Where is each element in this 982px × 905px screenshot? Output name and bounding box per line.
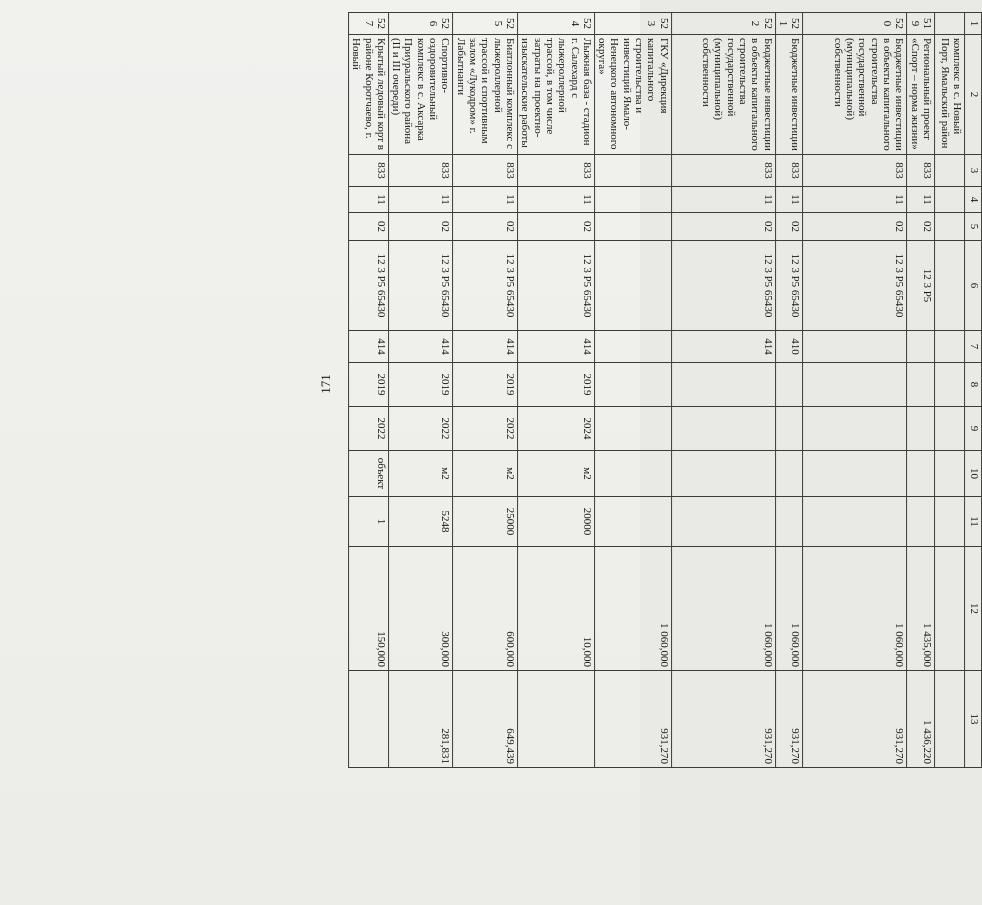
- ministry-code-cell: 833: [388, 155, 453, 187]
- item-name-cell: Бюджетные инвестиции: [775, 35, 803, 155]
- target-article-cell: 12 3 Р5: [907, 241, 935, 331]
- amount-2021-cell: 1 060,000: [594, 547, 671, 671]
- table-row: [935, 13, 965, 768]
- subsection-code-cell: 02: [388, 213, 453, 241]
- ministry-code-cell: 833: [518, 155, 595, 187]
- unit-cell: [671, 451, 775, 497]
- row-number-cell: 526: [388, 13, 453, 35]
- unit-cell: [907, 451, 935, 497]
- amount-2021-cell: 10,000: [518, 547, 595, 671]
- header-cell: 2: [965, 35, 982, 155]
- target-article-cell: 12 3 Р5 65430: [518, 241, 595, 331]
- start-year-cell: 2019: [453, 363, 518, 407]
- table-row: [453, 13, 518, 768]
- expense-type-cell: 414: [388, 331, 453, 363]
- ministry-code-cell: 833: [803, 155, 907, 187]
- subsection-code-cell: 02: [803, 213, 907, 241]
- header-cell: 4: [965, 187, 982, 213]
- start-year-cell: [671, 363, 775, 407]
- row-number-cell: 521: [775, 13, 803, 35]
- start-year-cell: [803, 363, 907, 407]
- end-year-cell: [775, 407, 803, 451]
- amount-2021-cell: 150,000: [349, 547, 389, 671]
- amount-2022-cell: 281,831: [388, 671, 453, 768]
- unit-cell: м2: [518, 451, 595, 497]
- end-year-cell: 2022: [388, 407, 453, 451]
- subsection-code-cell: [935, 213, 965, 241]
- ministry-code-cell: 833: [907, 155, 935, 187]
- capacity-cell: 5248: [388, 497, 453, 547]
- table-row: [594, 13, 671, 768]
- capacity-cell: 25000: [453, 497, 518, 547]
- section-code-cell: 11: [349, 187, 389, 213]
- ministry-code-cell: 833: [349, 155, 389, 187]
- section-code-cell: 11: [671, 187, 775, 213]
- amount-2021-cell: 300,000: [388, 547, 453, 671]
- row-number-cell: 523: [594, 13, 671, 35]
- amount-2022-cell: [349, 671, 389, 768]
- amount-2022-cell: [518, 671, 595, 768]
- unit-cell: [803, 451, 907, 497]
- amount-2022-cell: 649,439: [453, 671, 518, 768]
- expense-type-cell: [935, 331, 965, 363]
- expense-type-cell: [594, 331, 671, 363]
- header-cell: 1: [965, 13, 982, 35]
- row-number-cell: 519: [907, 13, 935, 35]
- table-row: [803, 13, 907, 768]
- row-number-cell: 522: [671, 13, 775, 35]
- target-article-cell: 12 3 Р5 65430: [453, 241, 518, 331]
- expense-type-cell: 414: [671, 331, 775, 363]
- expense-type-cell: 414: [518, 331, 595, 363]
- subsection-code-cell: 02: [453, 213, 518, 241]
- capacity-cell: [907, 497, 935, 547]
- capacity-cell: [671, 497, 775, 547]
- row-number-cell: 527: [349, 13, 389, 35]
- item-name-cell: Крытый ледовый корт в районе Коротчаево, г. Новый: [349, 35, 389, 155]
- unit-cell: [594, 451, 671, 497]
- table-header-row: [965, 13, 982, 768]
- header-cell: 10: [965, 451, 982, 497]
- subsection-code-cell: 02: [775, 213, 803, 241]
- target-article-cell: 12 3 Р5 65430: [803, 241, 907, 331]
- target-article-cell: 12 3 Р5 65430: [388, 241, 453, 331]
- capacity-cell: 1: [349, 497, 389, 547]
- capacity-cell: [803, 497, 907, 547]
- row-number-cell: [935, 13, 965, 35]
- amount-2022-cell: [935, 671, 965, 768]
- header-cell: 9: [965, 407, 982, 451]
- item-name-cell: комплекс в с. Новый Порт, Ямальский район: [935, 35, 965, 155]
- item-name-cell: Региональный проект «Спорт – норма жизни»: [907, 35, 935, 155]
- unit-cell: м2: [453, 451, 518, 497]
- header-cell: 5: [965, 213, 982, 241]
- start-year-cell: [594, 363, 671, 407]
- start-year-cell: [935, 363, 965, 407]
- section-code-cell: 11: [907, 187, 935, 213]
- amount-2021-cell: 600,000: [453, 547, 518, 671]
- expense-type-cell: 414: [453, 331, 518, 363]
- expense-type-cell: 410: [775, 331, 803, 363]
- item-name-cell: Бюджетные инвестиции в объекты капитального строительства государственной (муниципальной) собственности: [671, 35, 775, 155]
- row-number-cell: 525: [453, 13, 518, 35]
- amount-2022-cell: 931,270: [594, 671, 671, 768]
- section-code-cell: 11: [453, 187, 518, 213]
- amount-2021-cell: 1 435,000: [907, 547, 935, 671]
- item-name-cell: ГКУ «Дирекция капитального строительства и инвестиций Ямало-Ненецкого автономного округа»: [594, 35, 671, 155]
- target-article-cell: [935, 241, 965, 331]
- header-cell: 12: [965, 547, 982, 671]
- subsection-code-cell: 02: [518, 213, 595, 241]
- header-cell: 13: [965, 671, 982, 768]
- expense-type-cell: [803, 331, 907, 363]
- section-code-cell: 11: [388, 187, 453, 213]
- amount-2022-cell: 931,270: [671, 671, 775, 768]
- end-year-cell: [907, 407, 935, 451]
- expense-type-cell: [907, 331, 935, 363]
- budget-table: [348, 12, 982, 768]
- unit-cell: объект: [349, 451, 389, 497]
- end-year-cell: [671, 407, 775, 451]
- subsection-code-cell: [594, 213, 671, 241]
- ministry-code-cell: [935, 155, 965, 187]
- end-year-cell: 2022: [349, 407, 389, 451]
- start-year-cell: [907, 363, 935, 407]
- target-article-cell: 12 3 Р5 65430: [671, 241, 775, 331]
- end-year-cell: 2022: [453, 407, 518, 451]
- subsection-code-cell: 02: [349, 213, 389, 241]
- end-year-cell: [935, 407, 965, 451]
- capacity-cell: [935, 497, 965, 547]
- unit-cell: [775, 451, 803, 497]
- row-number-cell: 520: [803, 13, 907, 35]
- amount-2021-cell: 1 060,000: [671, 547, 775, 671]
- page-number: 171: [318, 374, 333, 394]
- target-article-cell: 12 3 Р5 65430: [775, 241, 803, 331]
- unit-cell: [935, 451, 965, 497]
- capacity-cell: [594, 497, 671, 547]
- row-number-cell: 524: [518, 13, 595, 35]
- table-row: [775, 13, 803, 768]
- header-cell: 6: [965, 241, 982, 331]
- header-cell: 7: [965, 331, 982, 363]
- header-cell: 3: [965, 155, 982, 187]
- capacity-cell: 20000: [518, 497, 595, 547]
- table-row: [518, 13, 595, 768]
- capacity-cell: [775, 497, 803, 547]
- expense-type-cell: 414: [349, 331, 389, 363]
- amount-2021-cell: 1 060,000: [803, 547, 907, 671]
- header-cell: 8: [965, 363, 982, 407]
- section-code-cell: 11: [775, 187, 803, 213]
- header-cell: 11: [965, 497, 982, 547]
- end-year-cell: 2024: [518, 407, 595, 451]
- section-code-cell: 11: [518, 187, 595, 213]
- table-row: [388, 13, 453, 768]
- ministry-code-cell: 833: [775, 155, 803, 187]
- item-name-cell: Бюджетные инвестиции в объекты капитального строительства государственной (муниципальной) собственности: [803, 35, 907, 155]
- ministry-code-cell: 833: [671, 155, 775, 187]
- amount-2022-cell: 931,270: [775, 671, 803, 768]
- ministry-code-cell: 833: [453, 155, 518, 187]
- table-row: [671, 13, 775, 768]
- target-article-cell: 12 3 Р5 65430: [349, 241, 389, 331]
- item-name-cell: Спортивно-оздоровительный комплекс в с. Аксарка Приуральского района (II и III очереди): [388, 35, 453, 155]
- end-year-cell: [803, 407, 907, 451]
- section-code-cell: [594, 187, 671, 213]
- unit-cell: м2: [388, 451, 453, 497]
- item-name-cell: Лыжная база - стадион г. Салехард с лыжероллерной трассой, в том числе затраты на проектно-изыскательские работы: [518, 35, 595, 155]
- target-article-cell: [594, 241, 671, 331]
- ministry-code-cell: [594, 155, 671, 187]
- table-row: [349, 13, 389, 768]
- amount-2021-cell: 1 060,000: [775, 547, 803, 671]
- subsection-code-cell: 02: [907, 213, 935, 241]
- amount-2021-cell: [935, 547, 965, 671]
- section-code-cell: 11: [803, 187, 907, 213]
- start-year-cell: [775, 363, 803, 407]
- amount-2022-cell: 931,270: [803, 671, 907, 768]
- amount-2022-cell: 1 436,220: [907, 671, 935, 768]
- start-year-cell: 2019: [518, 363, 595, 407]
- table-row: [907, 13, 935, 768]
- subsection-code-cell: 02: [671, 213, 775, 241]
- start-year-cell: 2019: [388, 363, 453, 407]
- rotated-table-wrapper: [348, 12, 982, 768]
- section-code-cell: [935, 187, 965, 213]
- item-name-cell: Биатлонный комплекс с лыжероллерной трассой и спортивным залом «Лукодром» г. Лабытнанги: [453, 35, 518, 155]
- start-year-cell: 2019: [349, 363, 389, 407]
- end-year-cell: [594, 407, 671, 451]
